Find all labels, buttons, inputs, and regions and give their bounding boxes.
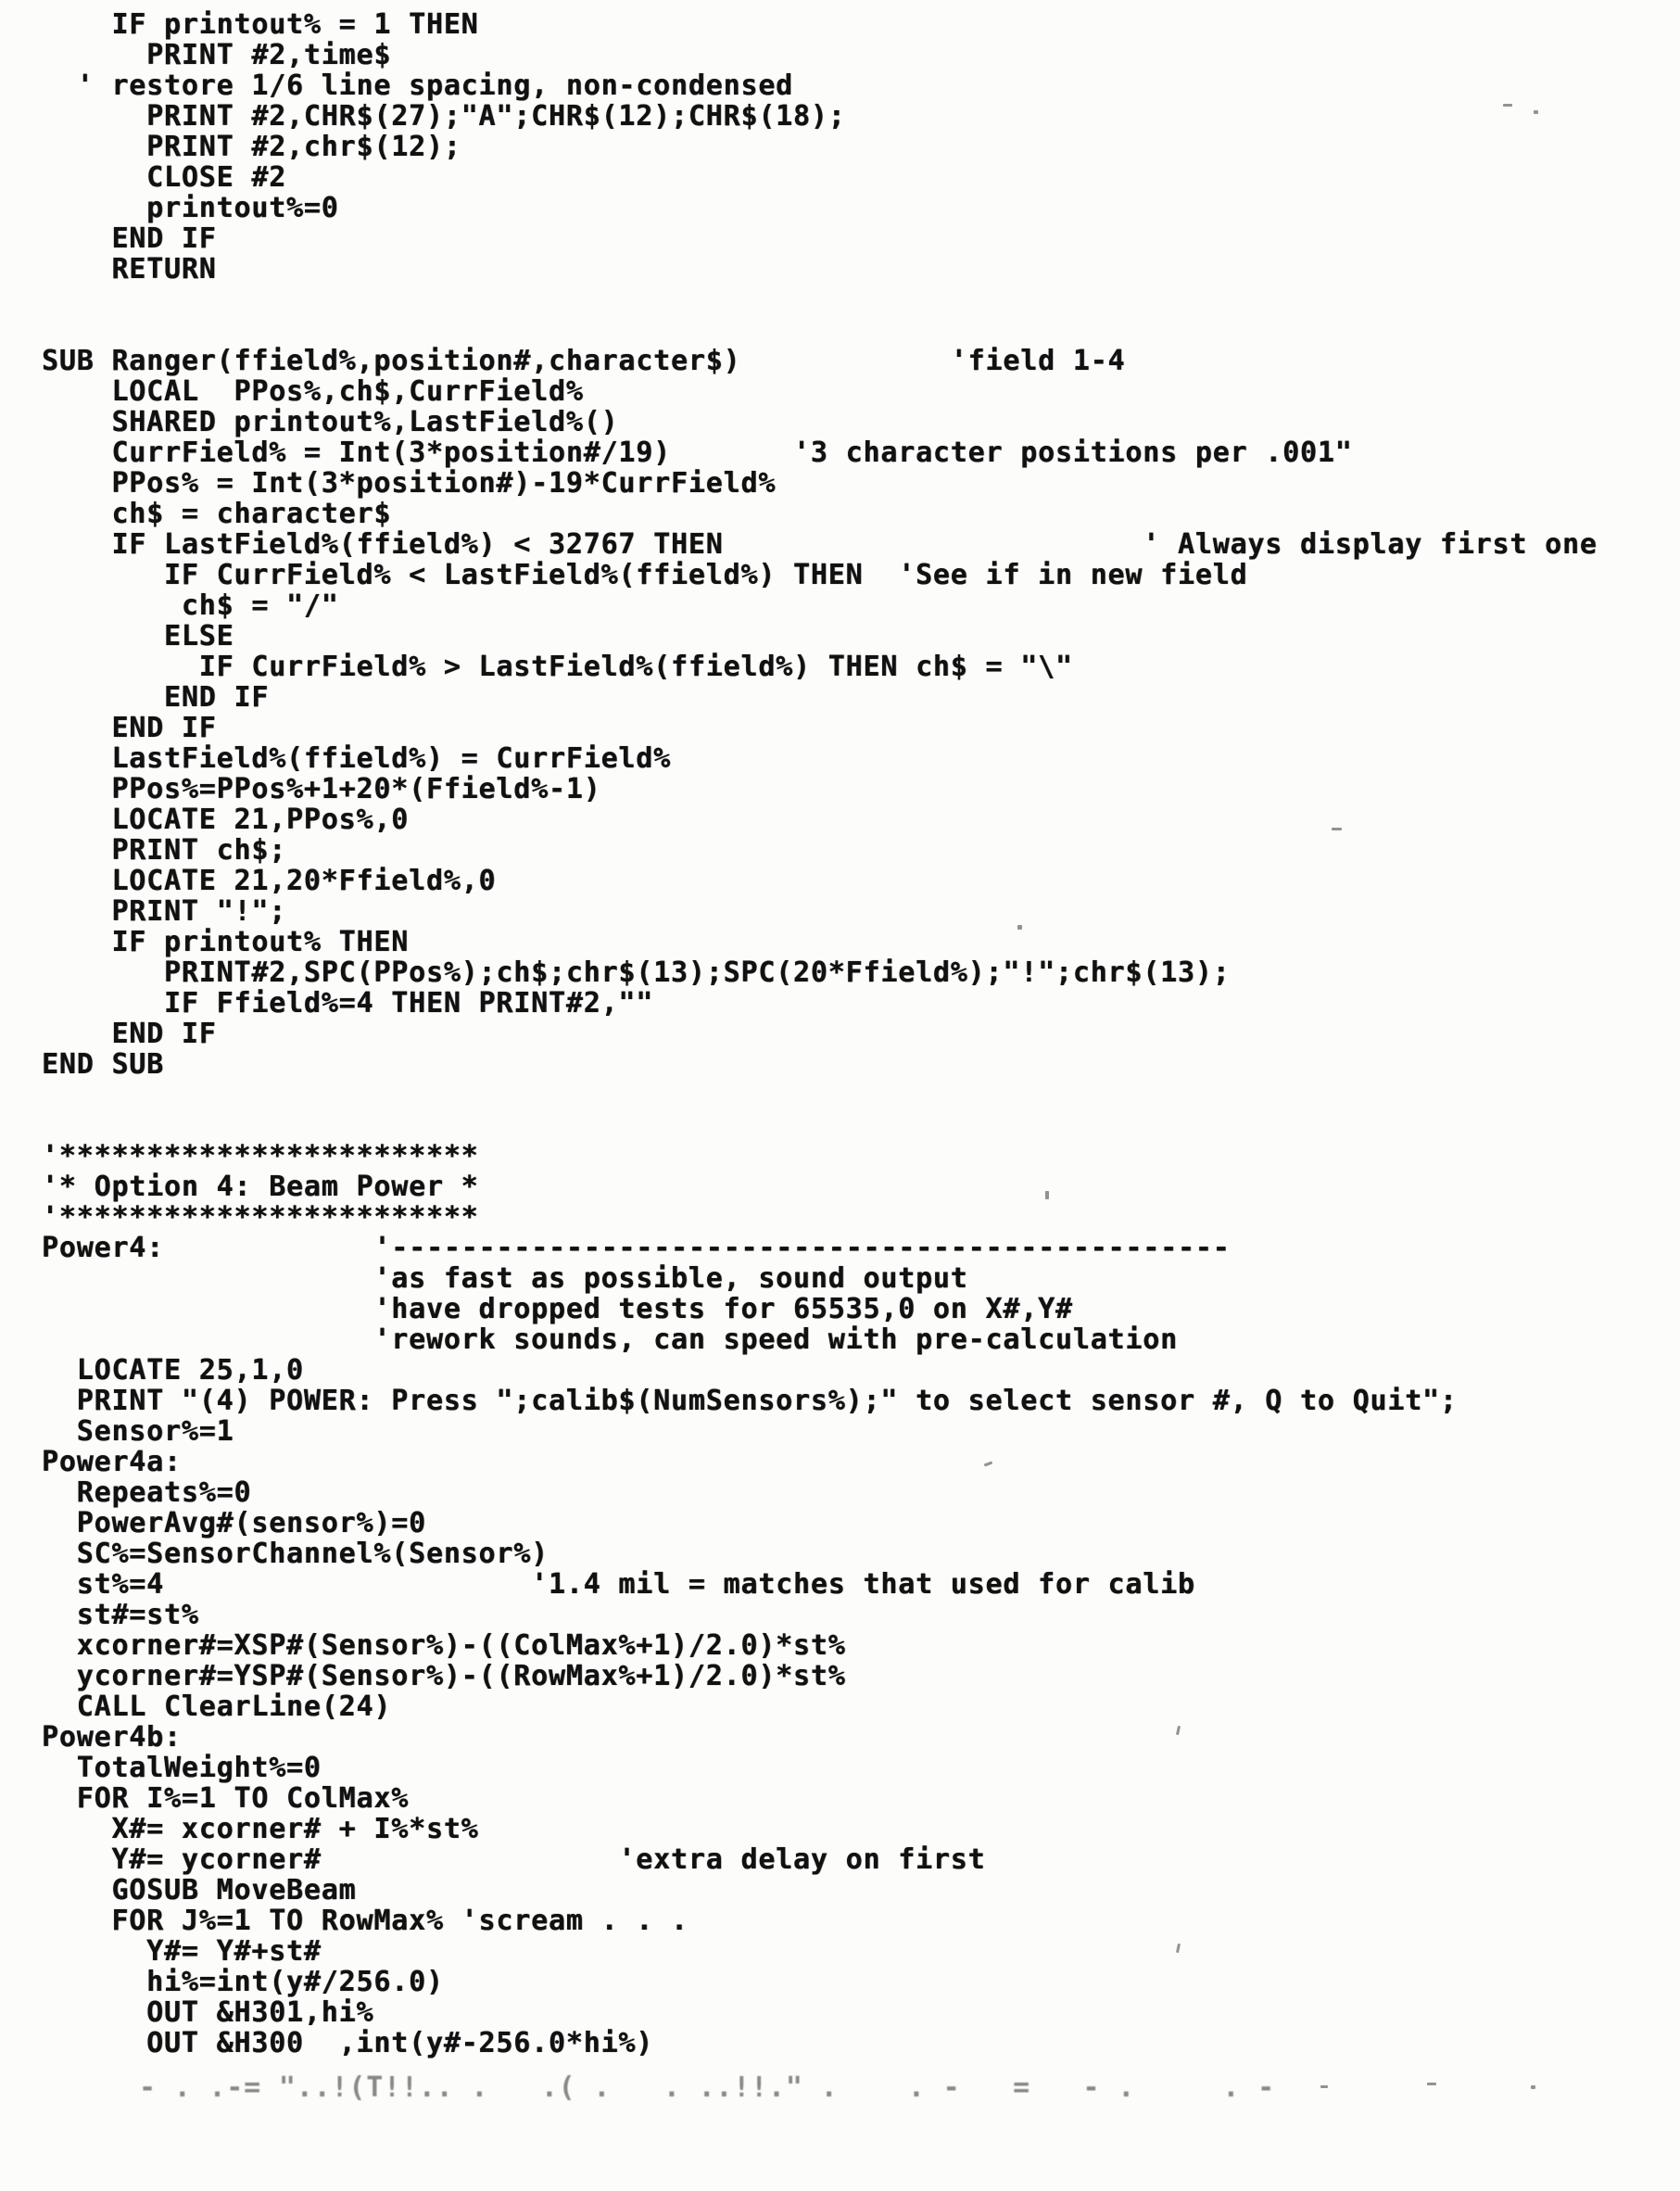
scan-noise-mark (1017, 925, 1022, 930)
scan-noise-mark (1427, 2083, 1436, 2085)
scan-noise-mark (1531, 2085, 1535, 2089)
scan-noise-mark (1503, 104, 1512, 107)
scan-noise-mark (1045, 1191, 1049, 1199)
code-listing: IF printout% = 1 THEN PRINT #2,time$ ' restore 1/6 line spacing, non-condensed PRINT #2,CHR$(27);"A";CHR$(12);CHR$(18); PRINT #2,chr$(12); CLOSE #2 printout%=0 END IF RETURN SUB Ranger(ffield%,position#,character$) 'field 1-4 LOCAL PPos%,ch$,CurrField% SHARED printout%,LastField%() CurrField% = Int(3*position#/19) '3 character positions per .001" PPos% = Int(3*position#)-19*CurrField% ch$ = character$ IF LastField%(ffield%) < 32767 THEN ' Always display first one IF CurrField% < LastField%(ffield%) THEN 'See if in new field ch$ = "/" ELSE IF CurrField% > LastField%(ffield%) THEN ch$ = "\" END IF END IF LastField%(ffield%) = CurrField% PPos%=PPos%+1+20*(Ffield%-1) LOCATE 21,PPos%,0 PRINT ch$; LOCATE 21,20*Ffield%,0 PRINT "!"; IF printout% THEN PRINT#2,SPC(PPos%);ch$;chr$(13);SPC(20*Ffield%);"!";chr$(13); IF Ffield%=4 THEN PRINT#2,"" END IF END SUB '************************ '* Option 4: Beam Power * '************************ Power4: '------------------------------------------------ 'as fast as possible, sound output 'have dropped tests for 65535,0 on X#,Y# 'rework sounds, can speed with pre-calculation LOCATE 25,1,0 PRINT "(4) POWER: Press ";calib$(NumSensors%);" to select sensor #, Q to Quit"; Sensor%=1 Power4a: Repeats%=0 PowerAvg#(sensor%)=0 SC%=SensorChannel%(Sensor%) st%=4 '1.4 mil = matches that used for calib st#=st% xcorner#=XSP#(Sensor%)-((ColMax%+1)/2.0)*st% ycorner#=YSP#(Sensor%)-((RowMax%+1)/2.0)*st% CALL ClearLine(24) Power4b: TotalWeight%=0 FOR I%=1 TO ColMax% X#= xcorner# + I%*st% Y#= ycorner# 'extra delay on first GOSUB MoveBeam FOR J%=1 TO RowMax% 'scream . . . Y#= Y#+st# hi%=int(y#/256.0) OUT &H301,hi% OUT &H300 ,int(y#-256.0*hi%) (42, 8, 1598, 2059)
scan-noise-mark (1332, 828, 1342, 830)
scan-noise-mark (1534, 110, 1538, 114)
scan-noise-mark (1320, 2085, 1328, 2088)
cut-off-line: - . .-= "..!(T!!.. . .( . . ..!!." . . - = - . . - (139, 2071, 1275, 2104)
